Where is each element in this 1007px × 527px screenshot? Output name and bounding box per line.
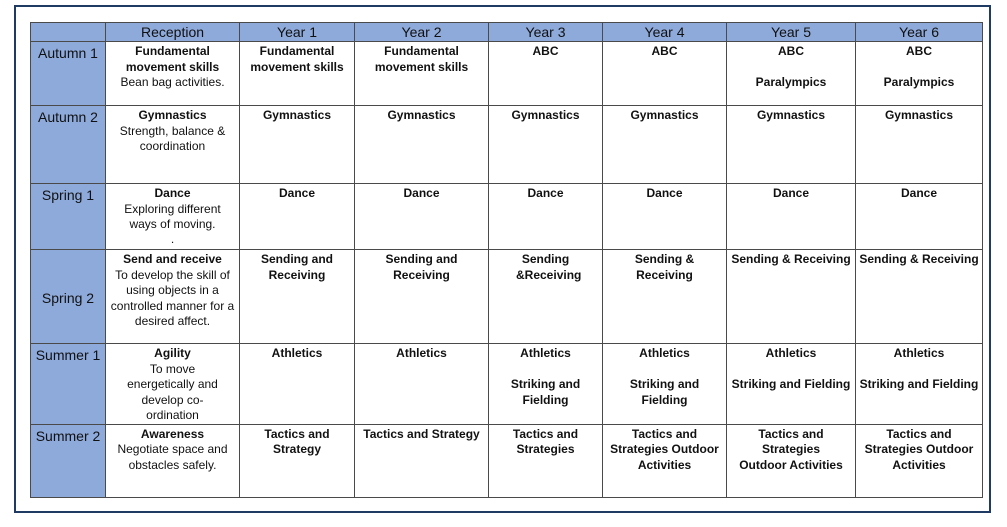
cell-summer-1-year-1 xyxy=(240,344,355,425)
activity-description: Exploring different ways of moving. xyxy=(124,201,221,231)
activity-title: Gymnastics xyxy=(138,108,207,122)
activity-title: Tactics and Strategy xyxy=(363,426,480,441)
activity-title: Sending and Receiving xyxy=(385,252,458,282)
cell-autumn-1-reception xyxy=(106,42,240,106)
cell-summer-1-year-5 xyxy=(727,344,856,425)
activity-title: Fundamental movement skills xyxy=(374,44,469,74)
cell-summer-1-year-3 xyxy=(489,344,603,425)
activity-title: Sending and Receiving xyxy=(261,252,333,282)
cell-autumn-1-year-5 xyxy=(727,42,856,106)
activity-title-secondary: Striking and Fielding xyxy=(510,377,581,407)
activity-title: Agility xyxy=(154,346,191,360)
activity-title: Athletics xyxy=(639,346,690,360)
table-row-spring-1 xyxy=(31,184,983,250)
table-row-summer-2 xyxy=(31,424,983,497)
row-header-summer-1: Summer 1 xyxy=(31,344,106,425)
activity-title: Gymnastics xyxy=(756,108,826,122)
activity-title: Tactics and Strategy xyxy=(264,426,330,456)
activity-title: Gymnastics xyxy=(387,108,456,122)
activity-title: Dance xyxy=(900,186,938,200)
cell-spring-1-reception xyxy=(106,184,240,250)
column-header-year-2: Year 2 xyxy=(355,23,489,42)
corner-cell xyxy=(31,23,106,42)
column-header-year-5: Year 5 xyxy=(727,23,856,42)
activity-title: Athletics xyxy=(396,346,447,360)
cell-summer-2-year-3 xyxy=(489,424,603,497)
row-header-autumn-1: Autumn 1 xyxy=(31,42,106,106)
pe-curriculum-table xyxy=(30,22,983,498)
activity-title: ABC xyxy=(778,44,804,58)
activity-title: Dance xyxy=(154,186,191,200)
column-header-year-6: Year 6 xyxy=(856,23,983,42)
cell-summer-2-year-2 xyxy=(355,424,489,497)
activity-description: To move energetically and develop co-ordination xyxy=(127,361,218,422)
activity-title: Send and receive xyxy=(123,252,222,266)
table-row-summer-1 xyxy=(31,344,983,425)
cell-spring-1-year-3 xyxy=(489,184,603,250)
activity-description: Negotiate space and obstacles safely. xyxy=(117,442,228,472)
row-header-spring-1: Spring 1 xyxy=(31,184,106,250)
activity-title: Tactics and Strategies xyxy=(758,426,824,456)
cell-autumn-2-year-1 xyxy=(240,106,355,184)
activity-title: ABC xyxy=(532,44,559,58)
column-header-year-3: Year 3 xyxy=(489,23,603,42)
cell-summer-1-year-2 xyxy=(355,344,489,425)
activity-title: Sending & Receiving xyxy=(731,252,851,266)
activity-title: Gymnastics xyxy=(884,108,954,122)
activity-description: To develop the skill of using objects in a controlled manner for a desired affect. xyxy=(110,267,235,328)
table-row-spring-2 xyxy=(31,250,983,344)
cell-spring-2-year-2 xyxy=(355,250,489,344)
activity-title: Athletics xyxy=(271,346,323,360)
activity-note: . xyxy=(170,231,175,246)
cell-spring-2-year-3 xyxy=(489,250,603,344)
cell-summer-2-year-1 xyxy=(240,424,355,497)
activity-description: Bean bag activities. xyxy=(120,75,225,89)
cell-autumn-2-year-2 xyxy=(355,106,489,184)
activity-title: Fundamental movement skills xyxy=(125,44,220,74)
activity-title: Awareness xyxy=(140,426,205,441)
cell-autumn-2-year-4 xyxy=(603,106,727,184)
activity-title: Sending & Receiving xyxy=(634,252,695,282)
cell-summer-2-year-5 xyxy=(727,424,856,497)
activity-title: Fundamental movement skills xyxy=(250,44,344,74)
row-header-summer-2: Summer 2 xyxy=(31,424,106,497)
cell-spring-2-year-5 xyxy=(727,250,856,344)
activity-title: Sending &Receiving xyxy=(516,252,582,282)
activity-title: Dance xyxy=(403,186,440,200)
cell-autumn-2-year-5 xyxy=(727,106,856,184)
activity-title-secondary: Striking and Fielding xyxy=(731,377,851,391)
activity-description: Strength, balance & coordination xyxy=(119,123,226,153)
cell-spring-1-year-5 xyxy=(727,184,856,250)
cell-autumn-2-reception xyxy=(106,106,240,184)
column-header-year-4: Year 4 xyxy=(603,23,727,42)
cell-summer-1-year-4 xyxy=(603,344,727,425)
row-header-autumn-2: Autumn 2 xyxy=(31,106,106,184)
activity-title-secondary: Paralympics xyxy=(883,75,955,89)
cell-spring-2-reception xyxy=(106,250,240,344)
activity-title: Sending & Receiving xyxy=(859,252,979,266)
cell-summer-2-reception xyxy=(106,424,240,497)
header-row xyxy=(31,23,983,42)
cell-autumn-1-year-4 xyxy=(603,42,727,106)
cell-spring-2-year-1 xyxy=(240,250,355,344)
cell-spring-2-year-4 xyxy=(603,250,727,344)
table-row-autumn-1 xyxy=(31,42,983,106)
activity-title: Gymnastics xyxy=(511,108,580,122)
cell-autumn-1-year-2 xyxy=(355,42,489,106)
cell-spring-1-year-1 xyxy=(240,184,355,250)
column-header-year-1: Year 1 xyxy=(240,23,355,42)
cell-autumn-1-year-6 xyxy=(856,42,983,106)
cell-spring-1-year-6 xyxy=(856,184,983,250)
activity-title: Gymnastics xyxy=(262,108,332,122)
cell-summer-2-year-4 xyxy=(603,424,727,497)
cell-autumn-1-year-3 xyxy=(489,42,603,106)
activity-title: Dance xyxy=(527,186,564,200)
activity-title-secondary: Paralympics xyxy=(755,75,827,89)
activity-title: Athletics xyxy=(765,346,817,360)
cell-summer-1-reception xyxy=(106,344,240,425)
activity-title: Tactics and Strategies Outdoor Activities xyxy=(864,426,974,472)
activity-title: Tactics and Strategies Outdoor Activities xyxy=(610,426,719,472)
activity-title: Gymnastics xyxy=(630,108,699,122)
cell-autumn-2-year-6 xyxy=(856,106,983,184)
column-header-reception: Reception xyxy=(106,23,240,42)
cell-spring-1-year-4 xyxy=(603,184,727,250)
activity-title-secondary: Striking and Fielding xyxy=(859,377,979,391)
activity-title: ABC xyxy=(651,44,678,58)
activity-title-secondary: Outdoor Activities xyxy=(739,457,843,472)
activity-title: Dance xyxy=(772,186,810,200)
cell-spring-2-year-6 xyxy=(856,250,983,344)
activity-title: Athletics xyxy=(893,346,945,360)
activity-title: Dance xyxy=(646,186,683,200)
table-row-autumn-2 xyxy=(31,106,983,184)
activity-title: Dance xyxy=(278,186,316,200)
cell-autumn-1-year-1 xyxy=(240,42,355,106)
row-header-spring-2: Spring 2 xyxy=(31,250,106,344)
cell-autumn-2-year-3 xyxy=(489,106,603,184)
cell-spring-1-year-2 xyxy=(355,184,489,250)
activity-title: Athletics xyxy=(520,346,571,360)
activity-title: Tactics and Strategies xyxy=(512,426,579,456)
activity-title-secondary: Striking and Fielding xyxy=(629,377,700,407)
cell-summer-2-year-6 xyxy=(856,424,983,497)
activity-title: ABC xyxy=(906,44,932,58)
cell-summer-1-year-6 xyxy=(856,344,983,425)
